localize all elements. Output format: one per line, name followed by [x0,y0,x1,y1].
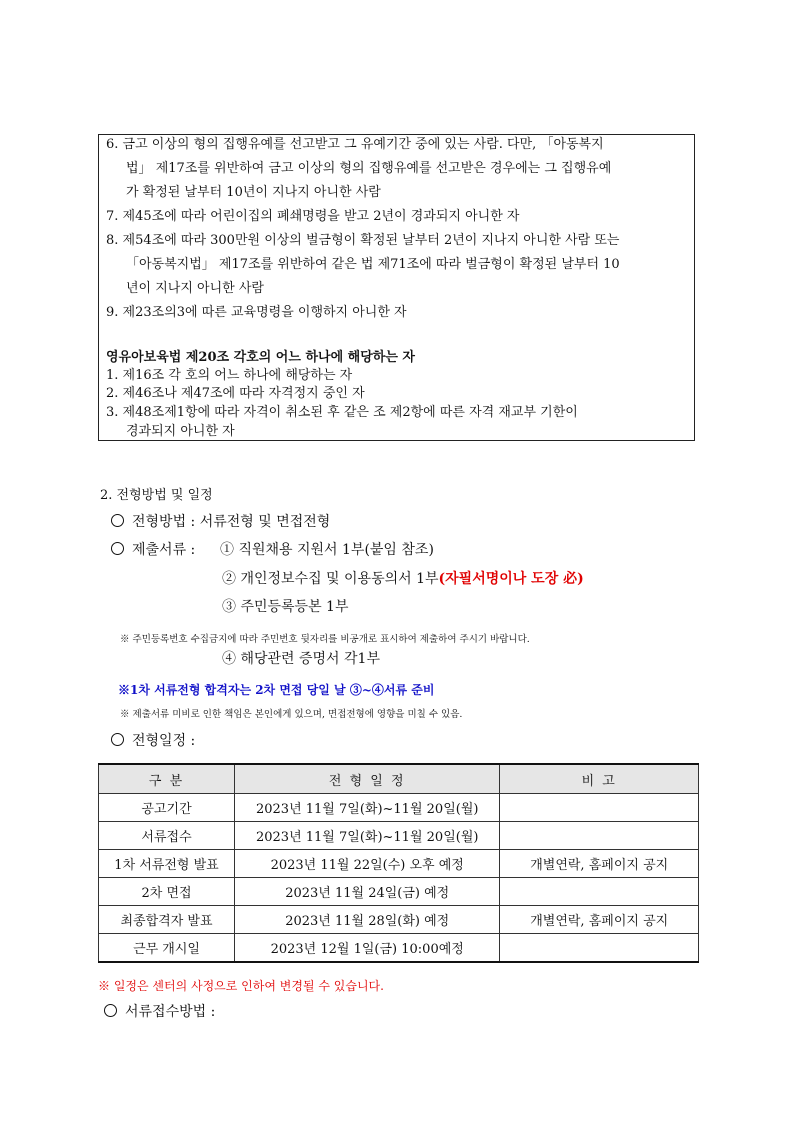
row-remark [500,934,699,963]
box-line-5: 8. 제54조에 따라 300만원 이상의 벌금형이 확정된 날부터 2년이 지나지 아니한 사람 또는 [106,233,620,248]
box-line-1: 6. 금고 이상의 형의 집행유예를 선고받고 그 유예기간 중에 있는 사람. 다만, 「아동복지 [106,137,604,152]
circle-bullet-icon [111,542,124,555]
row-remark [500,878,699,906]
box-line-4: 7. 제45조에 따라 어린이집의 폐쇄명령을 받고 2년이 경과되지 아니한 자 [106,209,520,224]
table-row [99,934,699,963]
header-remarks: 비 고 [500,764,699,794]
circle-bullet-icon [111,733,124,746]
schedule-table [98,763,699,963]
row-date: 2023년 11월 22일(수) 오후 예정 [235,850,500,878]
row-date: 2023년 11월 28일(화) 예정 [235,906,500,934]
receipt-label: 서류접수방법 : [125,1004,216,1020]
doc-item-2 [222,571,584,587]
missing-docs-note: ※ 제출서류 미비로 인한 책임은 본인에게 있으며, 면접전형에 영향을 미칠 수 있음. [120,709,463,720]
row-category: 공고기간 [99,794,235,822]
box-line-3: 가 확정된 날부터 10년이 지나지 아니한 사람 [126,185,381,200]
header-category: 구 분 [99,764,235,794]
doc-item-3: ③ 주민등록등본 1부 [222,599,349,615]
box-line-8: 9. 제23조의3에 따른 교육명령을 이행하지 아니한 자 [106,305,407,320]
schedule-change-note: ※ 일정은 센터의 사정으로 인하여 변경될 수 있습니다. [98,979,384,993]
law-line-2: 2. 제46조나 제47조에 따라 자격정지 중인 자 [106,386,365,401]
schedule-label: 전형일정 : [132,733,196,749]
row-remark [500,794,699,822]
law-line-3: 3. 제48조제1항에 따라 자격이 취소된 후 같은 조 제2항에 따른 자격 재교부 기한이 [106,405,578,420]
row-category: 서류접수 [99,822,235,850]
circle-bullet-icon [111,514,124,527]
section-title: 2. 전형방법 및 일정 [100,488,213,503]
row-remark: 개별연락, 홈페이지 공지 [500,850,699,878]
doc-item-2-note: (자필서명이나 도장 必) [438,571,584,587]
schedule-row [111,733,195,749]
box-line-2: 법」 제17조를 위반하여 금고 이상의 형의 집행유예를 선고받은 경우에는 그 집행유예 [126,161,612,176]
first-round-notice: ※1차 서류전형 합격자는 2차 면접 당일 날 ③~④서류 준비 [118,683,435,697]
table-header-row [99,764,699,794]
box-line-6: 「아동복지법」 제17조를 위반하여 같은 법 제71조에 따라 벌금형이 확정된 날부터 10 [126,257,620,272]
receipt-row [104,1004,215,1020]
doc-item-2-text: ② 개인정보수집 및 이용동의서 1부 [222,571,439,587]
row-category: 2차 면접 [99,878,235,906]
header-schedule: 전 형 일 정 [235,764,500,794]
docs-row [111,542,195,558]
table-row [99,906,699,934]
table-row [99,878,699,906]
law-line-4: 경과되지 아니한 자 [126,424,235,439]
resident-number-note: ※ 주민등록번호 수집금지에 따라 주민번호 뒷자리를 비공개로 표시하여 제출하여 주시기 바랍니다. [120,634,530,645]
law-heading: 영유아보육법 제20조 각호의 어느 하나에 해당하는 자 [106,350,415,365]
circle-bullet-icon [104,1004,117,1017]
row-date: 2023년 11월 24일(금) 예정 [235,878,500,906]
doc-item-4: ④ 해당관련 증명서 각1부 [222,651,380,667]
box-line-7: 년이 지나지 아니한 사람 [126,281,264,296]
row-date: 2023년 12월 1일(금) 10:00예정 [235,934,500,963]
table-row [99,850,699,878]
row-category: 최종합격자 발표 [99,906,235,934]
docs-label: 제출서류 : [132,542,196,558]
row-date: 2023년 11월 7일(화)~11월 20일(월) [235,822,500,850]
law-line-1: 1. 제16조 각 호의 어느 하나에 해당하는 자 [106,368,353,383]
row-category: 1차 서류전형 발표 [99,850,235,878]
doc-item-1: ① 직원채용 지원서 1부(붙임 참조) [220,542,434,558]
table-row [99,794,699,822]
row-date: 2023년 11월 7일(화)~11월 20일(월) [235,794,500,822]
method-row [111,514,330,530]
table-row [99,822,699,850]
row-remark [500,822,699,850]
method-label: 전형방법 : 서류전형 및 면접전형 [132,514,331,530]
row-category: 근무 개시일 [99,934,235,963]
row-remark: 개별연락, 홈페이지 공지 [500,906,699,934]
